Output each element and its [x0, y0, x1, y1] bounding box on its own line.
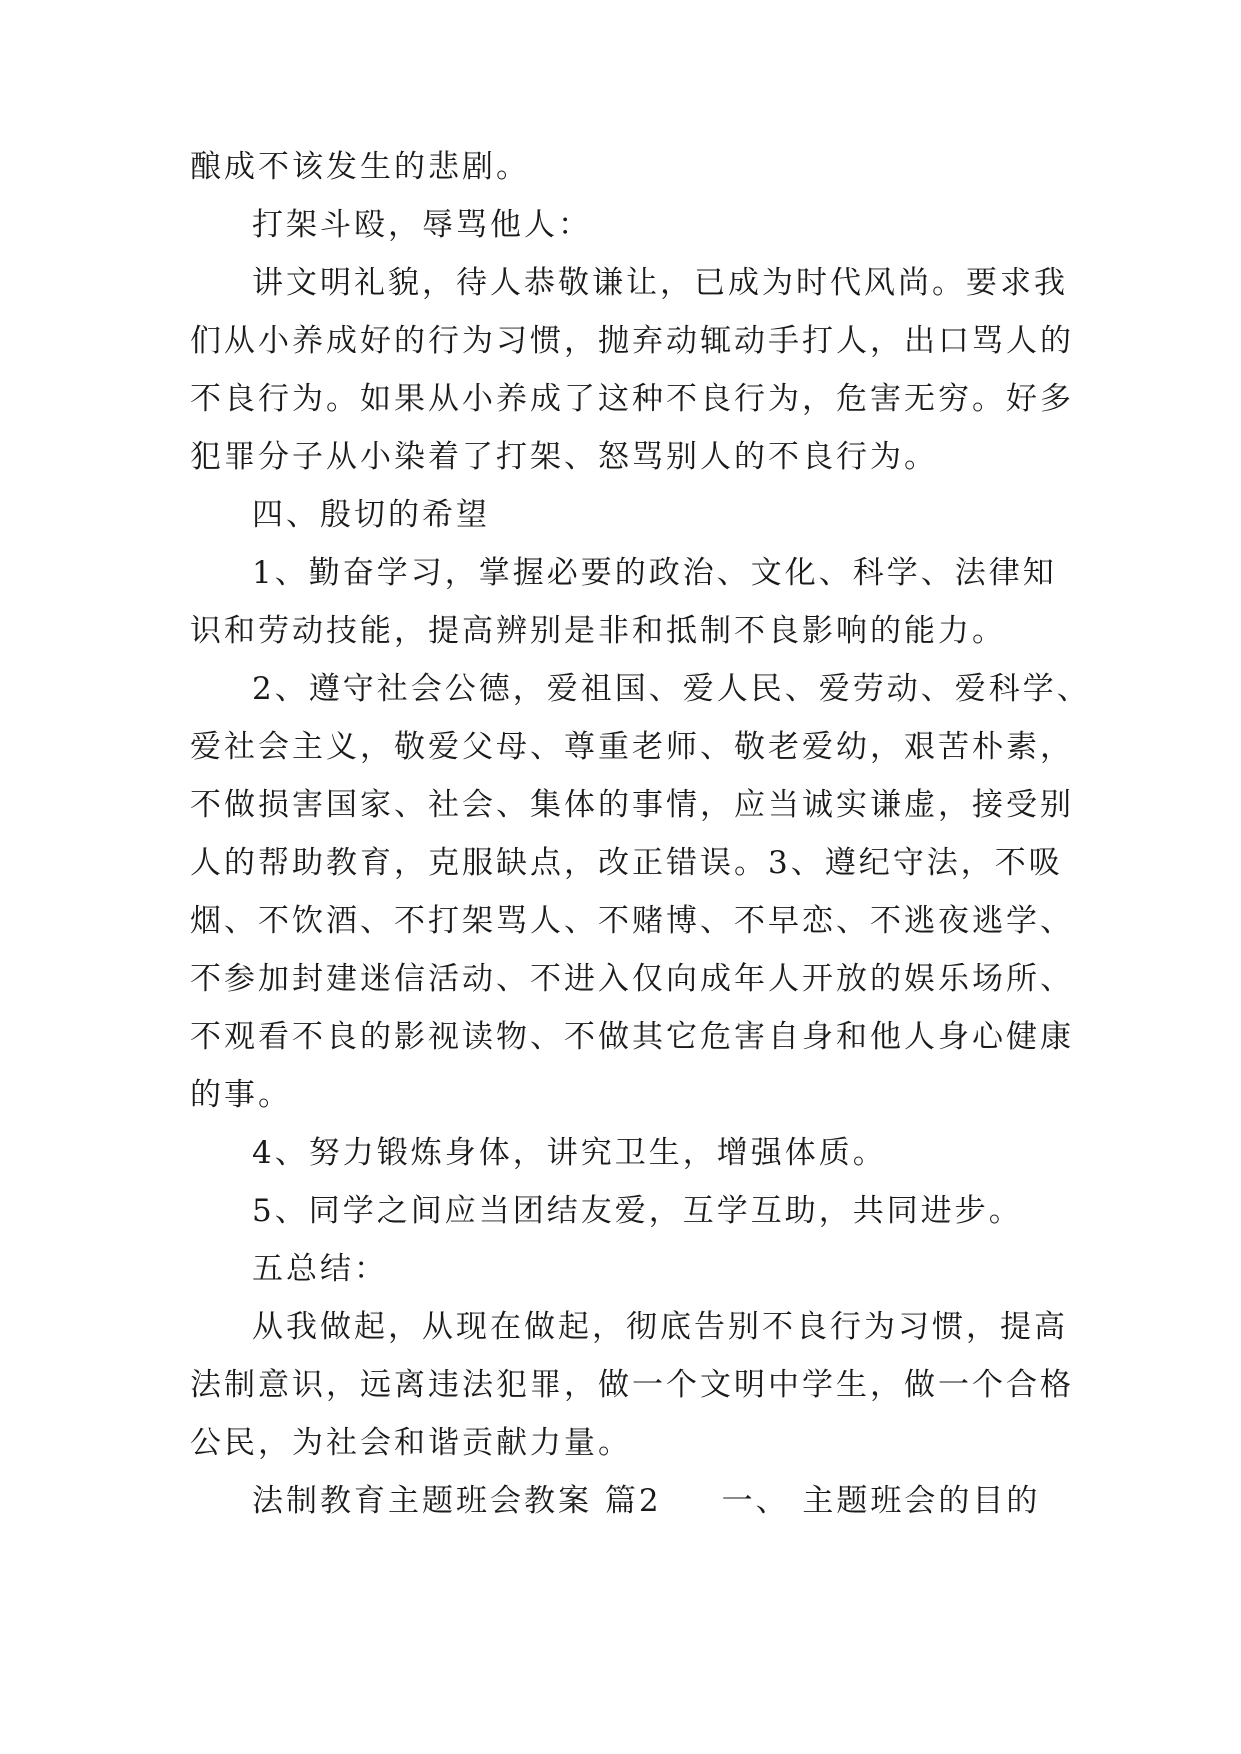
section-heading: 一、 主题班会的目的: [721, 1483, 1041, 1519]
document-title: 法制教育主题班会教案 篇2: [252, 1483, 662, 1519]
paragraph-line: 烟、不饮酒、不打架骂人、不赌博、不早恋、不逃夜逃学、: [190, 903, 1074, 939]
paragraph-line: 犯罪分子从小染着了打架、怒骂别人的不良行为。: [190, 439, 938, 475]
document-title-line: [252, 1472, 1040, 1530]
paragraph-line: 的事。: [190, 1077, 292, 1113]
paragraph-line: 法制意识，远离违法犯罪，做一个文明中学生，做一个合格: [190, 1367, 1074, 1403]
paragraph-line: 4、努力锻炼身体，讲究卫生，增强体质。: [252, 1135, 887, 1171]
paragraph-line: 爱社会主义，敬爱父母、尊重老师、敬老爱幼，艰苦朴素，: [190, 729, 1074, 765]
paragraph-line: 从我做起，从现在做起，彻底告别不良行为习惯，提高: [252, 1309, 1068, 1345]
paragraph-line: 不参加封建迷信活动、不进入仅向成年人开放的娱乐场所、: [190, 961, 1074, 997]
paragraph-line: 不做损害国家、社会、集体的事情，应当诚实谦虚，接受别: [190, 787, 1074, 823]
paragraph-line: 公民，为社会和谐贡献力量。: [190, 1425, 632, 1461]
section-heading: 四、殷切的希望: [252, 497, 490, 533]
paragraph-line: 识和劳动技能，提高辨别是非和抵制不良影响的能力。: [190, 613, 1006, 649]
paragraph-line: 不良行为。如果从小养成了这种不良行为，危害无穷。好多: [190, 381, 1074, 417]
section-heading: 五总结：: [252, 1251, 388, 1287]
paragraph-line: 们从小养成好的行为习惯，抛弃动辄动手打人，出口骂人的: [190, 323, 1074, 359]
paragraph-line: 不观看不良的影视读物、不做其它危害自身和他人身心健康: [190, 1019, 1074, 1055]
paragraph-line: 2、遵守社会公德，爱祖国、爱人民、爱劳动、爱科学、: [252, 671, 1091, 707]
paragraph-line: 人的帮助教育，克服缺点，改正错误。3、遵纪守法，不吸: [190, 845, 1063, 881]
paragraph-line: 1、勤奋学习，掌握必要的政治、文化、科学、法律知: [252, 555, 1057, 591]
paragraph-line: 5、同学之间应当团结友爱，互学互助，共同进步。: [252, 1193, 1023, 1229]
paragraph-line: 讲文明礼貌，待人恭敬谦让，已成为时代风尚。要求我: [252, 265, 1068, 301]
paragraph-line: 酿成不该发生的悲剧。: [190, 149, 530, 185]
section-heading: 打架斗殴，辱骂他人：: [252, 207, 592, 243]
